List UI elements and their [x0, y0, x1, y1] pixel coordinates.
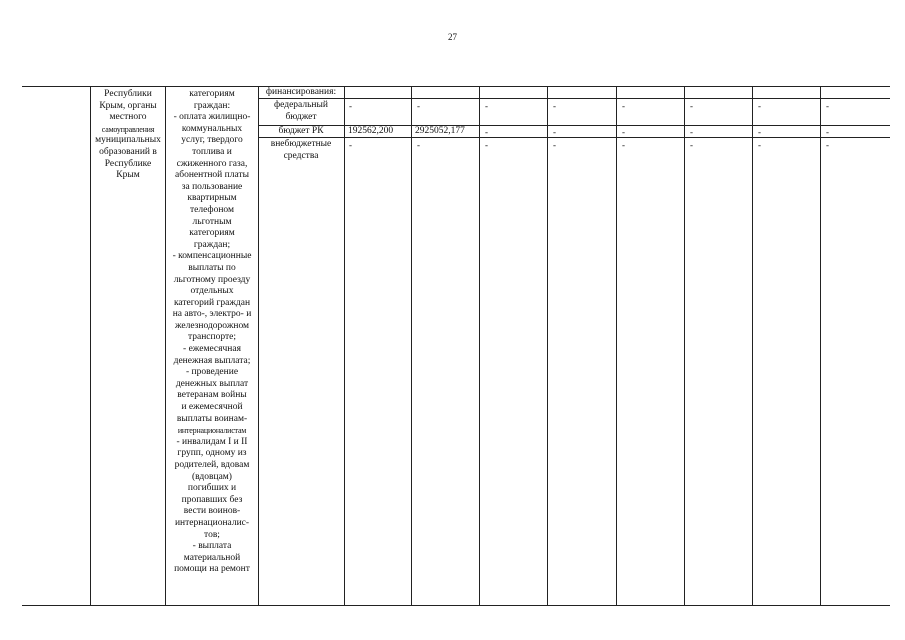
source-federal — [259, 100, 343, 123]
value-cell: - — [758, 127, 761, 137]
col-rule-4 — [344, 86, 345, 606]
measure-line: услуг, твердого — [181, 135, 243, 146]
page-number: 27 — [448, 32, 457, 42]
measure-line: - ежемесячная — [183, 344, 241, 355]
measure-line: материальной — [183, 552, 241, 563]
executor-line: образований в — [99, 146, 157, 157]
value-cell: - — [485, 127, 488, 137]
value-cell: - — [622, 101, 625, 111]
col-rule-5 — [411, 86, 412, 606]
col-rule-1 — [90, 86, 91, 606]
measure-line: групп, одному из — [177, 448, 247, 459]
measure-line: за пользование — [181, 181, 243, 192]
measure-line: денежных выплат — [175, 378, 249, 389]
source-line: средства — [283, 150, 319, 161]
executor-line: Крым, органы — [99, 100, 157, 111]
col-rule-7 — [547, 86, 548, 606]
measure-line: - выплата — [192, 541, 232, 552]
source-line: бюджет РК — [278, 126, 324, 136]
row-2-rule — [259, 137, 890, 138]
value-cell: - — [758, 140, 761, 150]
measure-line: категорий граждан — [173, 297, 251, 308]
measure-line: выплаты воинам- — [176, 413, 248, 424]
col-rule-9 — [684, 86, 685, 606]
value-cell: - — [690, 127, 693, 137]
measure-line: на авто-, электро- и — [172, 309, 252, 320]
col-rule-11 — [820, 86, 821, 606]
measure-line: льготным — [192, 216, 232, 227]
col-rule-6 — [479, 86, 480, 606]
measure-line: льготному проезду — [173, 274, 251, 285]
measure-line: денежная выплата; — [173, 355, 251, 366]
col-rule-3 — [258, 86, 259, 606]
measure-line: коммунальных — [181, 123, 243, 134]
executor-cell — [92, 89, 164, 182]
measure-line: - компенсационные — [172, 251, 252, 262]
measure-line: граждан; — [193, 239, 231, 250]
measure-line: категориям — [189, 89, 235, 99]
value-cell: - — [417, 140, 420, 150]
measure-line: - инвалидам I и II — [176, 436, 248, 447]
measure-line: отдельных — [190, 286, 234, 297]
executor-line: Республике — [104, 158, 152, 169]
source-line: бюджет — [285, 111, 317, 122]
value-cell: - — [758, 101, 761, 111]
measure-line: погибших и — [187, 483, 237, 494]
table-bottom-rule — [22, 605, 890, 606]
executor-line: самоуправления — [101, 124, 155, 134]
measures-cell — [166, 89, 258, 576]
measure-line: - проведение — [185, 367, 239, 378]
measure-line: телефоном — [189, 204, 234, 215]
value-cell: - — [553, 140, 556, 150]
measure-line: квартирным — [187, 193, 237, 204]
value-cell: - — [485, 101, 488, 111]
value-cell: - — [349, 140, 352, 150]
measure-line: помощи на ремонт — [174, 564, 250, 575]
value-cell: - — [622, 127, 625, 137]
value-cell: - — [553, 101, 556, 111]
measure-line: тов; — [204, 529, 220, 540]
executor-line: Республики — [104, 89, 152, 99]
value-cell: - — [690, 101, 693, 111]
measure-line: транспорте; — [187, 332, 236, 343]
value-cell: - — [349, 101, 352, 111]
value-cell: - — [417, 101, 420, 111]
measure-line: категориям — [189, 228, 235, 239]
header-row-rule — [259, 98, 890, 99]
value-cell: - — [690, 140, 693, 150]
measure-line: интернационалис- — [174, 517, 250, 528]
measure-line: (вдовцам) — [192, 471, 232, 482]
measure-line: вести воинов- — [183, 506, 241, 517]
value-cell: - — [826, 140, 829, 150]
measure-line: ветеранам войны — [177, 390, 247, 401]
measure-line: абонентной платы — [175, 170, 249, 181]
value-cell: - — [553, 127, 556, 137]
col-rule-10 — [752, 86, 753, 606]
value-cell: - — [485, 140, 488, 150]
executor-line: Крым — [116, 170, 140, 181]
source-line: федеральный — [274, 100, 328, 110]
executor-line: местного — [109, 112, 147, 123]
measure-line: пропавших без — [181, 494, 243, 505]
table-top-rule — [22, 86, 890, 87]
value-cell: - — [826, 127, 829, 137]
source-regional — [259, 126, 343, 138]
measure-line: и ежемесячной — [181, 402, 243, 413]
executor-line: муниципальных — [95, 135, 161, 146]
measure-line: выплаты по — [188, 262, 236, 273]
value-cell: 192562,200 — [348, 126, 394, 136]
measure-line: родителей, вдовам — [174, 460, 250, 470]
financing-header: финансирования: — [265, 87, 337, 97]
measure-line: сжиженного газа, — [176, 158, 248, 169]
source-extrabudgetary — [259, 139, 343, 162]
measure-line: топлива и — [192, 146, 232, 157]
measure-line: - оплата жилищно- — [173, 112, 251, 123]
financing-table — [22, 86, 890, 606]
source-line: внебюджетные — [270, 139, 332, 149]
measure-line: граждан: — [193, 100, 231, 111]
measure-line: интернационалистам — [177, 426, 247, 436]
value-cell: 2925052,177 — [415, 126, 465, 136]
value-cell: - — [826, 101, 829, 111]
value-cell: - — [622, 140, 625, 150]
col-rule-8 — [616, 86, 617, 606]
measure-line: железнодорожном — [174, 320, 250, 331]
